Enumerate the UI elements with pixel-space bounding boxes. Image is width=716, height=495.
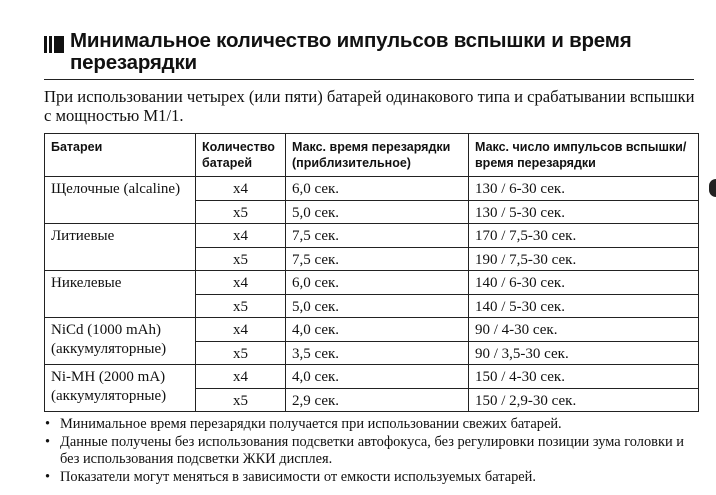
recharge-time-cell: 6,0 сек. <box>286 177 469 201</box>
battery-count-cell: x5 <box>196 388 286 412</box>
note-text: Показатели могут меняться в зависимости от емкости используемых батарей. <box>60 469 536 485</box>
header-count: Количество батарей <box>196 134 286 177</box>
flash-count-cell: 140 / 6-30 сек. <box>469 271 699 295</box>
recharge-time-cell: 3,5 сек. <box>286 341 469 365</box>
header-batteries: Батареи <box>45 134 196 177</box>
table-row <box>45 365 699 389</box>
recharge-time-cell: 4,0 сек. <box>286 365 469 389</box>
flash-count-cell: 130 / 5-30 сек. <box>469 200 699 224</box>
table-row <box>45 177 699 201</box>
flash-count-cell: 140 / 5-30 сек. <box>469 294 699 318</box>
table-row <box>45 318 699 342</box>
battery-count-cell: x4 <box>196 271 286 295</box>
section-title: Минимальное количество импульсов вспышки и время перезарядки <box>70 29 632 74</box>
recharge-time-cell: 6,0 сек. <box>286 271 469 295</box>
table-header-row <box>45 134 699 177</box>
bullet-icon: • <box>45 416 51 432</box>
flash-count-cell: 130 / 6-30 сек. <box>469 177 699 201</box>
battery-count-cell: x5 <box>196 341 286 365</box>
recharge-time-cell: 7,5 сек. <box>286 224 469 248</box>
bullet-icon: • <box>45 469 51 485</box>
battery-count-cell: x4 <box>196 177 286 201</box>
flash-count-cell: 190 / 7,5-30 сек. <box>469 247 699 271</box>
flash-count-cell: 150 / 4-30 сек. <box>469 365 699 389</box>
recharge-time-cell: 4,0 сек. <box>286 318 469 342</box>
page-tab-marker <box>709 179 716 197</box>
battery-type-cell: Литиевые <box>45 224 196 271</box>
recharge-time-cell: 2,9 сек. <box>286 388 469 412</box>
list-item <box>44 416 704 433</box>
list-item <box>44 469 704 486</box>
bullet-icon: • <box>45 434 51 450</box>
battery-count-cell: x4 <box>196 365 286 389</box>
battery-type-cell: Никелевые <box>45 271 196 318</box>
notes-list <box>44 416 704 487</box>
battery-type-cell: Щелочные (alcaline) <box>45 177 196 224</box>
battery-count-cell: x5 <box>196 247 286 271</box>
battery-count-cell: x5 <box>196 294 286 318</box>
battery-type-cell: NiCd (1000 mAh) (аккумуляторные) <box>45 318 196 365</box>
battery-count-cell: x4 <box>196 224 286 248</box>
battery-type-cell: Ni-MH (2000 mA) (аккумуляторные) <box>45 365 196 412</box>
section-marker-icon <box>44 36 64 53</box>
header-recharge-time: Макс. время перезарядки (приблизительное) <box>286 134 469 177</box>
table-row <box>45 271 699 295</box>
recharge-table <box>44 133 699 412</box>
flash-count-cell: 90 / 4-30 сек. <box>469 318 699 342</box>
table-row <box>45 224 699 248</box>
heading-rule <box>44 79 694 80</box>
flash-count-cell: 90 / 3,5-30 сек. <box>469 341 699 365</box>
note-text: Данные получены без использования подсветки автофокуса, без регулировки позиции зума головки и без использования подсветки ЖКИ дисплея. <box>60 434 684 467</box>
battery-count-cell: x4 <box>196 318 286 342</box>
header-flash-count: Макс. число импульсов вспышки/ время перезарядки <box>469 134 699 177</box>
battery-count-cell: x5 <box>196 200 286 224</box>
recharge-time-cell: 5,0 сек. <box>286 294 469 318</box>
flash-count-cell: 150 / 2,9-30 сек. <box>469 388 699 412</box>
note-text: Минимальное время перезарядки получается при использовании свежих батарей. <box>60 416 562 432</box>
list-item <box>44 434 704 468</box>
intro-paragraph: При использовании четырех (или пяти) батарей одинакового типа и срабатывании вспышки с мощностью M1/1. <box>44 87 695 125</box>
flash-count-cell: 170 / 7,5-30 сек. <box>469 224 699 248</box>
recharge-time-cell: 5,0 сек. <box>286 200 469 224</box>
recharge-time-cell: 7,5 сек. <box>286 247 469 271</box>
